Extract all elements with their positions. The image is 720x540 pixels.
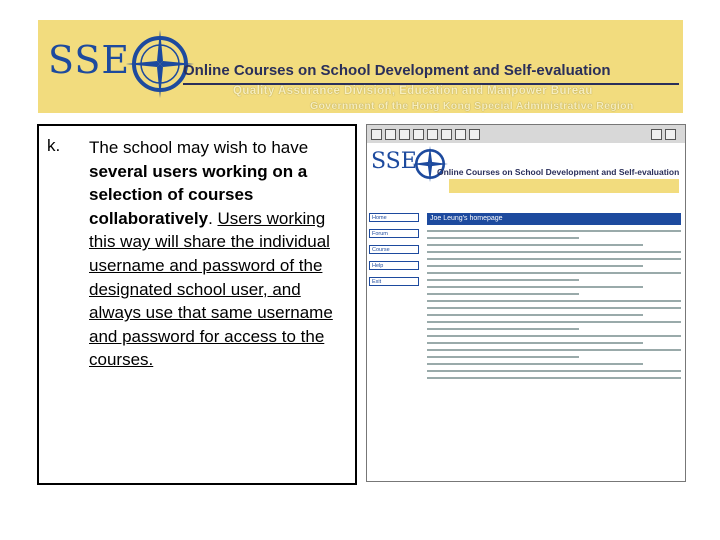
logo-text: SSE [48, 38, 131, 82]
text-line [427, 272, 681, 274]
banner-subtitle: Quality Assurance Division, Education and Manpower Bureau [233, 85, 593, 97]
toolbar-icon [371, 129, 382, 140]
header-banner [38, 20, 683, 113]
text-line [427, 370, 681, 372]
toolbar-icon [427, 129, 438, 140]
toolbar-icon [441, 129, 452, 140]
text-line [427, 377, 681, 379]
item-text-underlined: Users working this way will share the individual username and password of the designated school user, and always use that same username and password for access to the courses. [89, 208, 333, 370]
toolbar-icon [455, 129, 466, 140]
item-text-plain: The school may wish to have [89, 138, 309, 157]
text-line [427, 237, 579, 239]
item-text-bold: several users working on a selection of courses collaboratively [89, 161, 308, 228]
nav-item: Forum [369, 229, 419, 238]
inner-subtitle-bar [449, 179, 679, 193]
sse-logo [46, 24, 196, 104]
toolbar-icon [399, 129, 410, 140]
text-line [427, 265, 643, 267]
text-line [427, 279, 579, 281]
inner-nav [369, 213, 421, 293]
banner-title: Online Courses on School Development and Self-evaluation [183, 62, 611, 79]
inner-banner [367, 143, 685, 198]
item-text [89, 136, 351, 372]
text-line [427, 328, 579, 330]
text-line [427, 349, 681, 351]
inner-logo-text: SSE [371, 149, 417, 174]
text-line [427, 363, 643, 365]
toolbar-icon [385, 129, 396, 140]
text-line [427, 230, 681, 232]
item-text-period: . [208, 208, 218, 228]
toolbar-icon [413, 129, 424, 140]
nav-item: Help [369, 261, 419, 270]
text-line [427, 286, 643, 288]
nav-item: Home [369, 213, 419, 222]
text-line [427, 321, 681, 323]
text-line [427, 307, 681, 309]
homepage-title: Joe Leung's homepage [427, 213, 681, 225]
text-line [427, 293, 579, 295]
text-line [427, 335, 681, 337]
banner-government: Government of the Hong Kong Special Administrative Region [310, 100, 634, 112]
toolbar-icon [651, 129, 662, 140]
text-line [427, 244, 643, 246]
close-icon [665, 129, 676, 140]
bullet-text-box [37, 124, 357, 485]
text-line [427, 356, 579, 358]
toolbar-icon [469, 129, 480, 140]
text-line [427, 251, 681, 253]
nav-item: Course [369, 245, 419, 254]
nav-item: Exit [369, 277, 419, 286]
text-line [427, 258, 681, 260]
text-line [427, 314, 643, 316]
text-line [427, 300, 681, 302]
text-line [427, 342, 643, 344]
browser-toolbar [367, 125, 685, 144]
inner-title: Online Courses on School Development and Self-evaluation [437, 167, 680, 177]
homepage-screenshot [366, 124, 686, 482]
inner-main [427, 213, 681, 478]
item-label: k. [47, 136, 61, 155]
